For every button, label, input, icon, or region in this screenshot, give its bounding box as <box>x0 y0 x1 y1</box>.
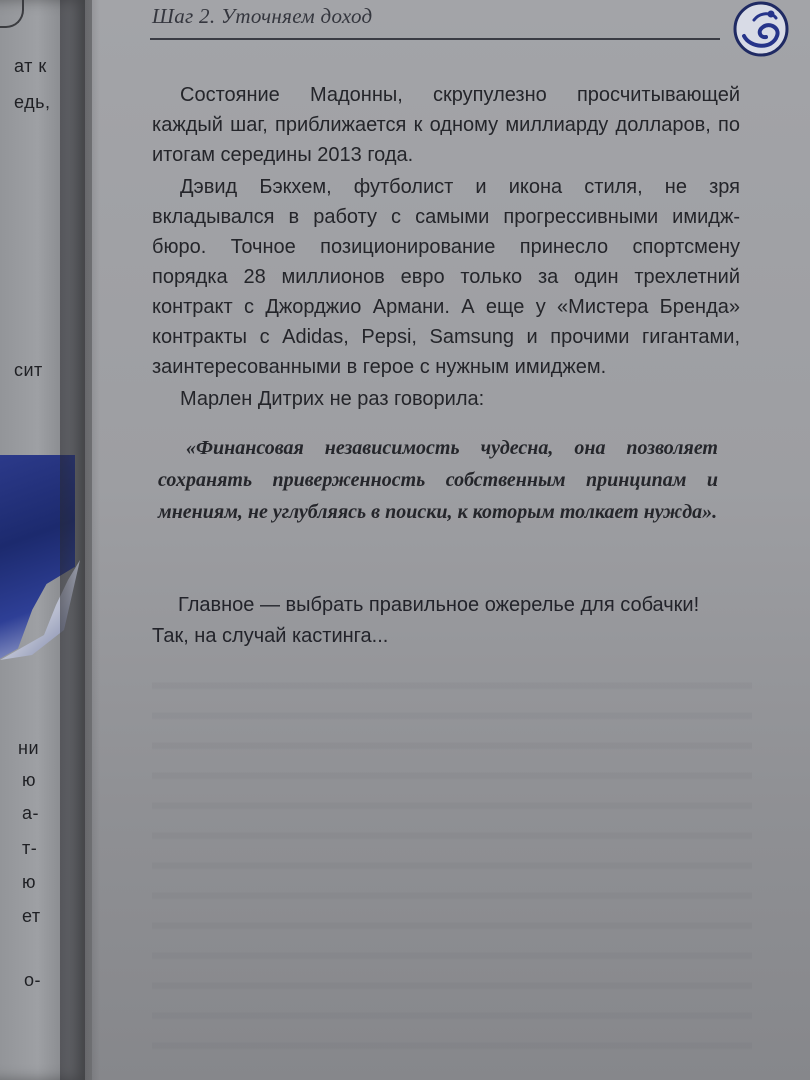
closing-line: Главное — выбрать правильное ожерелье для собачки! <box>178 594 700 616</box>
left-page-fragment: ат к <box>14 56 47 76</box>
closing-line: Так, на случай кастинга... <box>152 625 389 647</box>
left-page-fragment: ю <box>22 872 36 892</box>
paragraph-dietrich-intro: Марлен Дитрих не раз говорила: <box>180 388 485 410</box>
left-page-fragment: едь, <box>14 92 51 112</box>
quote-text: «Финансовая независимость чудесна, она позволяет сохранять приверженность собственным принципам и мнениям, не углубляясь в поиски, к которым толкает нужда». <box>158 437 718 523</box>
left-page-fragment: а- <box>22 803 40 823</box>
left-page-fragment: ни <box>18 738 39 758</box>
book-gutter-shadow <box>60 0 100 1080</box>
left-page-fragment: сит <box>14 360 43 380</box>
body-text <box>152 80 740 414</box>
running-header-title: Шаг 2. Уточняем доход <box>152 4 373 28</box>
paragraph-beckham: Дэвид Бэкхем, футболист и икона стиля, не зря вкладывался в работу с самыми прогрессивными имидж-бюро. Точное позиционирование принесло спортсмену порядка 28 миллионов евро только за один трехлетний контракт с Джорджио Армани. А еще у «Мистера Бренда» контракты с Adidas, Pepsi, Samsung и прочими гигантами, заинтересованными в герое с нужным имиджем. <box>152 176 740 378</box>
left-page-corner-rule <box>0 0 24 28</box>
left-page-fragment: ет <box>22 906 41 926</box>
paragraph-madonna: Состояние Мадонны, скрупулезно просчитывающей каждый шаг, приближается к одному миллиарду долларов, по итогам середины 2013 года. <box>152 84 740 166</box>
right-page <box>92 0 810 1080</box>
show-through-text <box>152 660 752 1060</box>
closing-lines <box>152 590 752 652</box>
dietrich-quote <box>158 432 718 528</box>
left-page-fragment: т- <box>22 838 38 858</box>
left-page-fragment: о- <box>24 970 42 990</box>
chapter-logo-icon <box>730 0 792 58</box>
left-page-fragment: ю <box>22 770 36 790</box>
header-rule <box>150 38 720 40</box>
